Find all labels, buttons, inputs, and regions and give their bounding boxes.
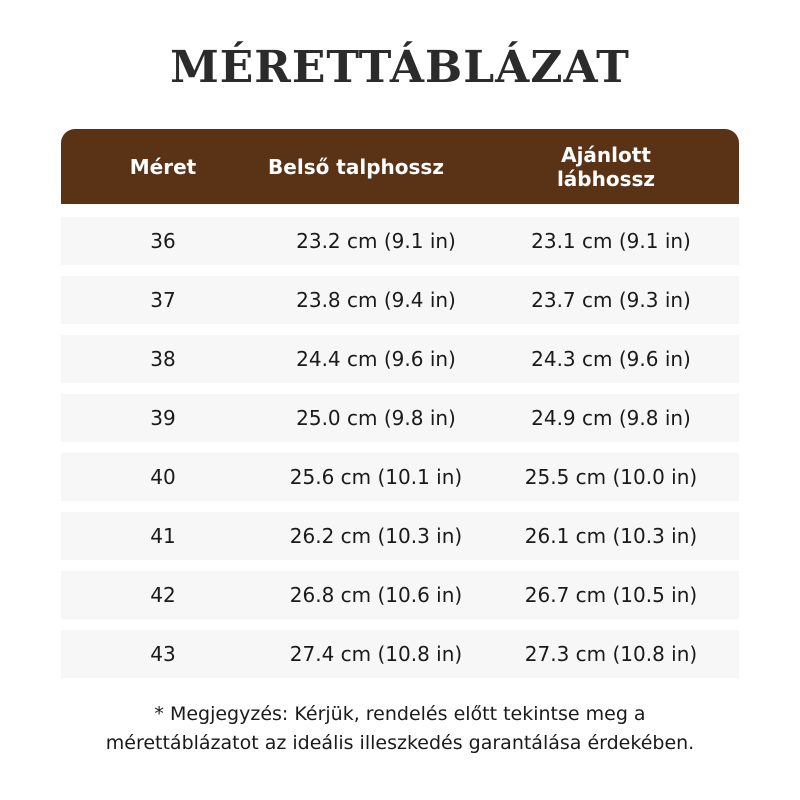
cell-size: 41 [150,524,176,548]
note-line-1: * Megjegyzés: Kérjük, rendelés előtt tekintse meg a [154,703,646,725]
cell-insole: 24.4 cm (9.6 in) [296,347,456,371]
cell-foot: 23.1 cm (9.1 in) [531,229,691,253]
cell-insole: 26.8 cm (10.6 in) [289,583,463,607]
cell-foot: 23.7 cm (9.3 in) [531,288,691,312]
cell-foot: 24.9 cm (9.8 in) [531,406,691,430]
page-title: MÉRETTÁBLÁZAT [170,42,630,93]
cell-size: 36 [150,229,176,253]
cell-insole: 25.0 cm (9.8 in) [296,406,456,430]
cell-size: 37 [150,288,176,312]
cell-insole: 25.6 cm (10.1 in) [289,465,463,489]
cell-insole: 26.2 cm (10.3 in) [289,524,463,548]
cell-foot: 27.3 cm (10.8 in) [524,642,698,666]
cell-foot: 24.3 cm (9.6 in) [531,347,691,371]
cell-size: 40 [150,465,176,489]
header-foot-length-line2: lábhossz [556,166,656,191]
table-row [61,335,739,383]
cell-insole: 23.2 cm (9.1 in) [296,229,456,253]
fit-note [0,700,800,758]
note-line-2: mérettáblázatot az ideális illeszkedés garantálása érdekében. [105,732,695,754]
table-row [61,217,739,265]
header-insole-length: Belső talphossz [268,154,444,179]
cell-size: 42 [150,583,176,607]
header-foot-length [501,129,711,204]
table-header [61,129,739,204]
table-row [61,276,739,324]
size-chart-table [61,129,739,666]
cell-foot: 25.5 cm (10.0 in) [524,465,698,489]
table-row [61,394,739,442]
table-row [61,512,739,560]
cell-foot: 26.1 cm (10.3 in) [524,524,698,548]
table-row [61,630,739,678]
cell-foot: 26.7 cm (10.5 in) [524,583,698,607]
cell-size: 43 [150,642,176,666]
cell-size: 38 [150,347,176,371]
cell-insole: 27.4 cm (10.8 in) [289,642,463,666]
header-size: Méret [129,154,197,179]
header-foot-length-line1: Ajánlott [561,142,651,167]
cell-insole: 23.8 cm (9.4 in) [296,288,456,312]
cell-size: 39 [150,406,176,430]
table-row [61,453,739,501]
table-row [61,571,739,619]
